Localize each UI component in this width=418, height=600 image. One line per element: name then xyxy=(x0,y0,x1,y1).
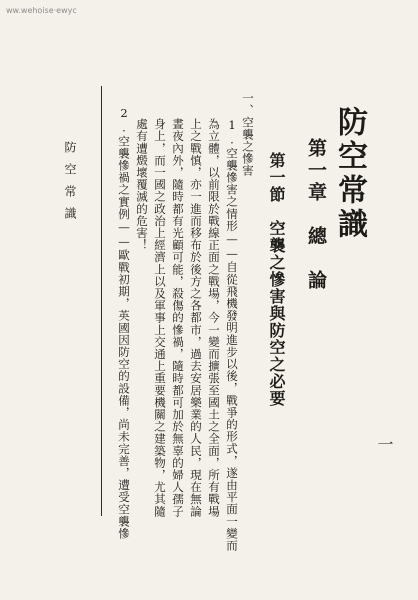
subheading-air-raid-damage: 一、空襲之慘害 xyxy=(241,92,255,177)
body-line-5: 身上，而一國之政治上經濟上以及軍事上交通上重要機關之建築物，尤其隨 xyxy=(153,118,167,518)
book-title: 防空常識 xyxy=(332,106,367,242)
page-number: 一 xyxy=(375,436,394,452)
body-line-2: 為立體，以前限於戰線正面之戰場，今一變而擴張至國土之全面，所有戰場 xyxy=(207,118,221,518)
chapter-heading: 第一章 總 論 xyxy=(305,138,327,292)
body-line-4: 晝夜內外，隨時都有光顧可能，殺傷的慘禍，隨時都可加於無辜的婦人孺子 xyxy=(171,118,185,518)
margin-rule xyxy=(101,86,102,516)
body-line-1: 1.空襲慘害之情形——自從飛機發明進步以後，戰爭的形式，遂由平面一變而 xyxy=(225,118,239,552)
margin-title: 防空常識 xyxy=(63,141,77,229)
body-line-6: 處有遭燬壞覆滅的危害！ xyxy=(135,118,149,252)
section-heading: 第一節 空襲之慘害與防空之必要 xyxy=(267,152,286,407)
watermark-text: ww.wehoise·ewyc xyxy=(6,6,77,15)
body-line-3: 上之戰慎，亦一進而移布於後方之各都市，過去安居樂業的人民，現在無論 xyxy=(189,118,203,518)
body-line-7: 2.空襲慘禍之實例——歐戰初期，英國因防空的設備，尚未完善，遭受空襲慘 xyxy=(117,106,131,540)
